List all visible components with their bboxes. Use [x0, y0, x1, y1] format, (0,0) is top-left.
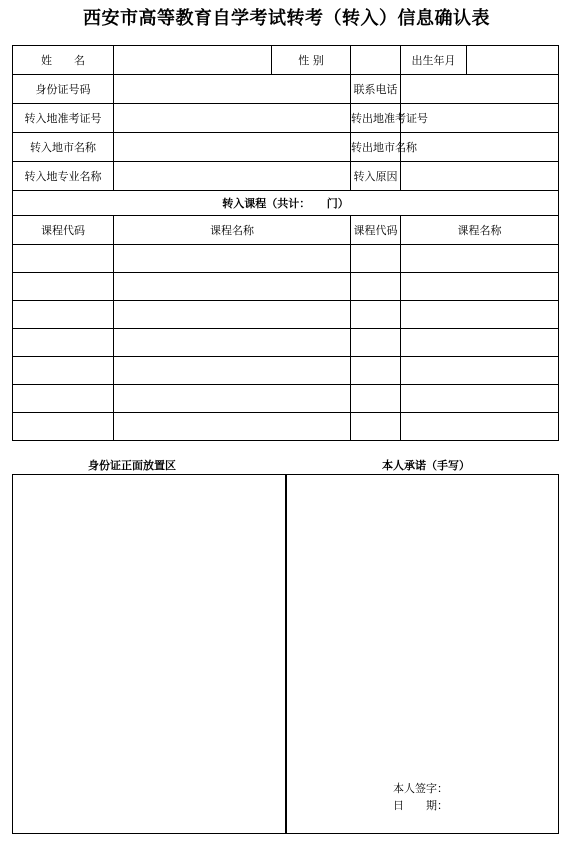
course-name-cell[interactable] — [401, 413, 559, 441]
date-label: 日 期： — [393, 799, 448, 812]
table-row — [13, 329, 559, 357]
id-field[interactable] — [114, 75, 351, 104]
course-name-cell[interactable] — [114, 413, 351, 441]
table-row — [13, 357, 559, 385]
course-name-cell[interactable] — [401, 273, 559, 301]
course-code-cell[interactable] — [351, 329, 401, 357]
course-name-cell[interactable] — [401, 245, 559, 273]
course-name-header-1: 课程名称 — [114, 216, 351, 245]
course-name-cell[interactable] — [401, 357, 559, 385]
course-name-cell[interactable] — [114, 329, 351, 357]
phone-field[interactable] — [401, 75, 559, 104]
course-name-cell[interactable] — [401, 301, 559, 329]
course-code-cell[interactable] — [351, 273, 401, 301]
course-code-cell[interactable] — [13, 413, 114, 441]
course-code-header-1: 课程代码 — [13, 216, 114, 245]
phone-label: 联系电话 — [351, 75, 401, 104]
table-row — [13, 301, 559, 329]
row-name — [13, 46, 559, 75]
name-field[interactable] — [114, 46, 272, 75]
in-ticket-label: 转入地准考证号 — [13, 104, 114, 133]
out-city-field[interactable] — [401, 133, 559, 162]
out-city-label: 转出地市名称 — [351, 133, 401, 162]
course-code-cell[interactable] — [351, 413, 401, 441]
row-major — [13, 162, 559, 191]
id-label: 身份证号码 — [13, 75, 114, 104]
in-major-label: 转入地专业名称 — [13, 162, 114, 191]
course-code-cell[interactable] — [351, 245, 401, 273]
page-title: 西安市高等教育自学考试转考（转入）信息确认表 — [83, 8, 490, 29]
course-name-cell[interactable] — [401, 329, 559, 357]
course-name-cell[interactable] — [114, 301, 351, 329]
pledge-label: 本人承诺（手写） — [382, 459, 470, 472]
course-code-cell[interactable] — [13, 301, 114, 329]
birth-field[interactable] — [467, 46, 559, 75]
gender-field[interactable] — [351, 46, 401, 75]
in-city-field[interactable] — [114, 133, 351, 162]
birth-label: 出生年月 — [401, 46, 467, 75]
course-code-header-2: 课程代码 — [351, 216, 401, 245]
reason-label: 转入原因 — [351, 162, 401, 191]
courses-header: 转入课程（共计： 门） — [13, 191, 559, 216]
table-row — [13, 385, 559, 413]
id-card-placement-area[interactable] — [12, 474, 287, 834]
row-city — [13, 133, 559, 162]
course-code-cell[interactable] — [351, 357, 401, 385]
course-code-cell[interactable] — [13, 245, 114, 273]
name-label: 姓 名 — [13, 46, 114, 75]
table-row — [13, 245, 559, 273]
course-code-cell[interactable] — [13, 273, 114, 301]
gender-label: 性 别 — [272, 46, 351, 75]
course-name-cell[interactable] — [114, 273, 351, 301]
course-name-cell[interactable] — [114, 357, 351, 385]
out-ticket-label: 转出地准考证号 — [351, 104, 401, 133]
course-name-cell[interactable] — [114, 245, 351, 273]
row-courses-header — [13, 191, 559, 216]
course-code-cell[interactable] — [13, 329, 114, 357]
course-code-cell[interactable] — [351, 301, 401, 329]
row-ticket — [13, 104, 559, 133]
in-major-field[interactable] — [114, 162, 351, 191]
row-id — [13, 75, 559, 104]
id-area-label: 身份证正面放置区 — [88, 459, 176, 472]
table-row — [13, 273, 559, 301]
in-city-label: 转入地市名称 — [13, 133, 114, 162]
course-code-cell[interactable] — [351, 385, 401, 413]
row-course-columns — [13, 216, 559, 245]
in-ticket-field[interactable] — [114, 104, 351, 133]
course-name-header-2: 课程名称 — [401, 216, 559, 245]
course-name-cell[interactable] — [401, 385, 559, 413]
info-table — [12, 45, 559, 441]
course-name-cell[interactable] — [114, 385, 351, 413]
table-row — [13, 413, 559, 441]
course-code-cell[interactable] — [13, 385, 114, 413]
signature-label: 本人签字： — [393, 782, 448, 795]
course-code-cell[interactable] — [13, 357, 114, 385]
reason-field[interactable] — [401, 162, 559, 191]
